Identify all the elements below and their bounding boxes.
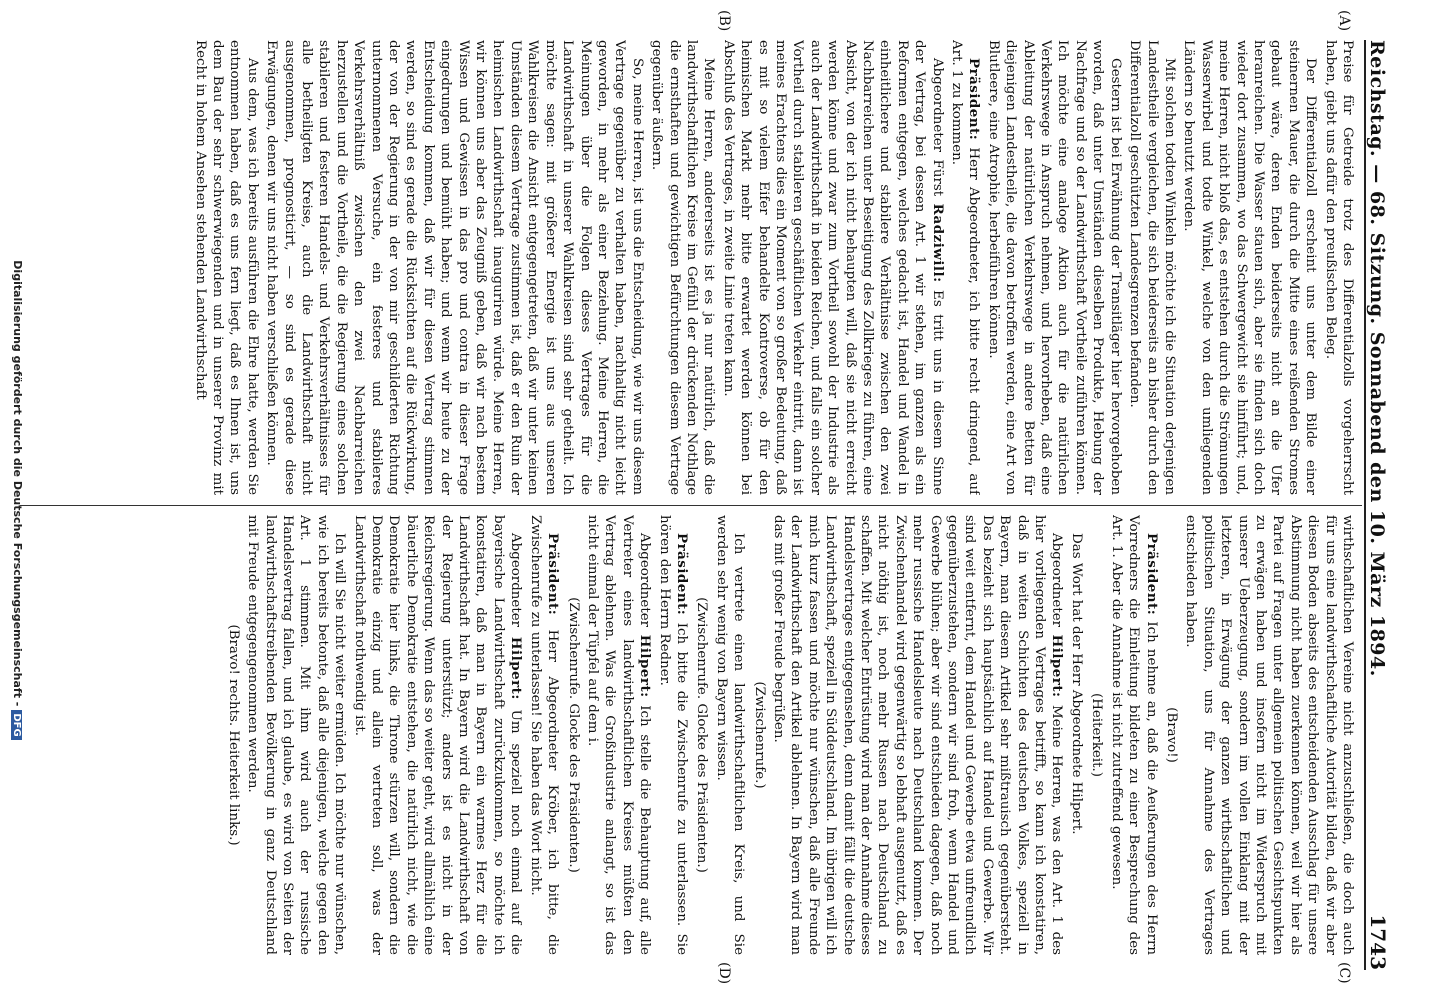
speaker-name: Präsident:: [545, 533, 562, 616]
speech-text: Herr Abgeordneter, ich bitte recht dringend, auf Art. 1 zu kommen.: [949, 40, 982, 495]
paragraph: Preise für Getreide trotz des Differentialzolls vorgeherrscht haben, giebt uns dafür den preußischen Beleg.: [1322, 40, 1355, 495]
speech-paragraph: [584, 515, 654, 955]
left-text-column: [26, 40, 1356, 495]
dfg-logo: DFG: [11, 710, 22, 739]
stage-direction: (Zwischenrufe.): [751, 681, 767, 789]
speech-paragraph: [526, 515, 561, 955]
stage-direction: (Bravo! rechts. Heiterkeit links.): [225, 624, 241, 846]
paragraph: Mit solchen todten Winkeln möchte ich die Situation derjenigen Landestheile vergleichen, die sich beiderseits an bisher durch den Differentialzoll geschützten Landesgrenzen befanden.: [1127, 40, 1177, 495]
paragraph: Meine Herren, andererseits ist es ja nur natürlich, daß die landwirthschaftlichen Kreise im Gefühl der drückenden Nothlage die ernsthaften und gewichtigen Befürchtungen diesem Vertrage gegenüber äußern.: [649, 40, 717, 495]
speech-paragraph: [948, 40, 983, 495]
speaker-name: Präsident:: [673, 533, 690, 616]
paragraph: Das Wort hat der Herr Abgeordnete Hilpert.: [1068, 533, 1084, 835]
speaker-prefix: Abgeordneter: [637, 533, 653, 628]
speech-paragraph: [770, 515, 1066, 955]
speech-text: Ich bitte die Zwischenrufe zu unterlassen. Sie hören den Herrn Redner.: [656, 515, 689, 955]
paragraph: Aus dem, was ich bereits ausführen die Ehre hatte, werden Sie entnommen haben, daß es uns fern liegt, daß es Ihnen ist, uns dem Bau der sehr schwerwiegenden und in unserer Provinz mit Recht in hohem Ansehen stehenden Landwirthschaft: [192, 40, 260, 495]
speaker-prefix: Abgeordneter Fürst: [929, 58, 945, 197]
margin-marker-a: (A): [1336, 10, 1352, 32]
speech-text: Meine Herren, was den Art. 1 des hier vorliegenden Vertrages betrifft, so kann ich konstatiren, daß in weiten Schichten des deutschen Volkes, speziell in Bayern, man diesem Artikel sehr mißtrauisch gegenübersteht. Das bezieht sich hauptsächlich auf Handel und Gewerbe. Wir sind weit entfernt, dem Handel und Gewerbe etwa unfreundlich gegenüberzustehen, sondern wir sind froh, wenn Handel und Gewerbe blühen; aber wir sind entschieden dagegen, daß noch mehr russische Handelsleute nach Deutschland kommen. Der Zwischenhandel wird gegenwärtig so lebhaft ausgenutzt, daß es nicht nöthig ist, noch mehr Russen nach Deutschland zu schaffen. Mit welcher Entrüstung wird man der Annahme dieses Handelsvertrages entgegensehen, denn damit fällt die deutsche Landwirthschaft, speziell in Süddeutschland. Im übrigen will ich mich kurz fassen und möchte nur wünschen, daß alle Freunde der Landwirthschaft den Artikel ablehnen. In Bayern wird man das mit großer Freude begrüßen.: [771, 515, 1065, 955]
stage-direction: (Zwischenrufe. Glocke des Präsidenten.): [565, 597, 581, 873]
speech-paragraph: [1107, 515, 1159, 955]
paragraph: So, meine Herren, ist uns die Entscheidung, wie wir uns diesem Vertrage gegenüber zu verhalten haben, nachhaltig nicht leicht geworden, in mehr als einer Beziehung. Meine Herren, die Meinungen über die Folgen dieses Vertrages für die Landwirthschaft in unserer Wahlkreisen sind sehr getheilt. Ich möchte sagen: mit größerer Energie ist uns aus unseren Wahlkreisen die Ansicht entgegengetreten, daß wir unter keinen Umständen diesem Vertrage zustimmen ist, daß er den Ruin der heimischen Landwirthschaft inauguriren würde. Meine Herren, wir können uns aber das Zeugniß geben, daß wir nach bestem Wissen und Gewissen in das pro und contra in dieser Frage eingedrungen und bemüht haben; und wenn wir heute zu der Entscheidung kommen, daß wir für diesen Vertrag stimmen werden, so sind es gerade die Rücksichten auf die Rückwirkung, der von der Regierung in der von mir geschilderten Richtung unternommenen Versuche, ein festeres und stabileres Verkehrsverhältniß zwischen den zwei Nachbarreichen herzustellen und die Vortheile, die die Regierung eines solchen stabileren und festeren Handels- und Verkehrsverhältnisses für alle betheiligten Kreise, auch die Landwirthschaft nicht ausgenommen, prognosticirt, — so sind es gerade diese Erwägungen, denen wir uns nicht haben verschließen können.: [264, 40, 645, 495]
digitization-credit: [11, 0, 24, 1000]
speech-paragraph: [655, 515, 690, 955]
speaker-name: Radziwill:: [929, 203, 946, 283]
paragraph: Der Differentialzoll erscheint uns unter dem Bilde einer steinernen Mauer, die durch die Mitte eines reißenden Stromes gebaut wäre, deren Enden beiderseits nicht an die Ufer heranreichen. Die Wasser stauen sich, aber sie finden sich doch wieder dort zusammen, wo das Schwergewicht sie hinführt; und, meine Herren, nicht bloß das, es entstehen durch die Strömungen Wasserwirbel und todte Winkel, welche von den umliegenden Ländern so benutzt werden.: [1181, 40, 1319, 495]
page-header-title: Reichstag. — 68. Sitzung. Sonnabend den 10. März 1894.: [1366, 40, 1388, 677]
paragraph: Ich will Sie nicht weiter ermüden. Ich möchte nur wünschen, wie ich bereits betonte, daß alle diejenigen, welche gegen den Art. 1 stimmen. Mit ihm wird auch der russische Handelsvertrag fallen, und ich glaube, es wird von Seiten der landwirthschaftstreibenden Bevölkerung in ganz Deutschland mit Freude entgegengenommen werden.: [245, 515, 348, 955]
speech-text: Um speziell noch einmal auf die bayerische Landwirthschaft zurückzukommen, so möchte ich konstatiren, daß man in Bayern ein warmes Herz für die Landwirthschaft hat. In Bayern wird die Landwirthschaft von der Regierung unterstützt; anders ist es nicht in der Reichsregierung. Wenn das so weiter geht, wird allmählich eine bäuerliche Demokratie entstehen, die natürlich nicht, wie die Demokratie hier links, die Throne stürzen will, sondern die Demokratie einzig und allein vertreten soll, was der Landwirthschaft nothwendig ist.: [351, 515, 524, 955]
stage-direction: (Bravo!): [1163, 707, 1179, 763]
speaker-prefix: Abgeordneter: [508, 533, 524, 628]
margin-marker-c: (C): [1336, 962, 1352, 984]
speaker-name: Präsident:: [966, 58, 983, 141]
credit-text: Digitalisierung gefördert durch die Deutsche Forschungsgemeinschaft -: [11, 260, 24, 707]
speech-paragraph: [350, 515, 524, 955]
margin-marker-d: (D): [716, 962, 732, 985]
speaker-name: Hilpert:: [637, 634, 654, 698]
right-text-column: [26, 515, 1356, 955]
paragraph: wirthschaftlichen Vereine nicht anzuschließen, die doch auch für uns eine landwirthschaftliche Autorität bilden, daß wir aber diesen Boden abseits des entscheidenden Ausschlag für unsere Abstimmung nicht haben zuerkennen können, weil wir hier als Partei auf Fragen unter allgemein politischen Gesichtspunkten zu erwägen haben und insofern nicht im Widerspruch mit unserer Ueberzeugung, sondern im vollen Einklang mit der letzteren, in Erwägung der ganzen wirthschaftlichen und politischen Situation, uns für Annahme des Vertrages entschieden haben.: [1183, 515, 1355, 955]
margin-marker-b: (B): [716, 10, 732, 32]
speech-text: Herr Abgeordneter Kröber, ich bitte, die Zwischenrufe zu unterlassen! Sie haben das Wort nicht.: [527, 515, 561, 955]
speech-text: Ich nehme an, daß die Aeußerungen des Herrn Vorredners die Einleitung bildeten zu einer Besprechung des Art. 1. Aber die Annahme ist nicht zutreffend gewesen.: [1108, 515, 1159, 955]
column-divider: [20, 505, 1362, 506]
page-number: 1743: [1366, 914, 1390, 970]
stage-direction: (Heiterkeit.): [1089, 693, 1105, 777]
speech-paragraph: [719, 40, 945, 495]
paragraph: Ich vertrete einen landwirthschaftlichen Kreis, und Sie werden sehr wenig von Bayern wissen.: [713, 515, 747, 955]
speech-text: Es tritt uns in diesem Sinne der Vertrag, bei dessen Art. 1 wir stehen, im ganzen als ein Reformen entgegen, welches gedacht ist, Handel und Wandel in einheitlichere und stabilere Verhältnisse zwischen den zwei Nachbarreichen unter Beseitigung des Zollkrieges zu führen, eine Absicht, von der ich nicht behaupten will, daß sie nicht erreicht werden könne und zwar zum Vortheil sowohl der Industrie als auch der Landwirthschaft in beiden Reichen, und falls ein solcher Vortheil durch stabileren geschäftlichen Verkehr eintritt, dann ist meines Erachtens dies ein Moment von so großer Bedeutung, daß es mit so vielem Eifer behandelte Kontroverse, ob für den heimischen Markt mehr bitte erwartet werden können bei Abschluß des Vertrages, in zweite Linie treten kann.: [720, 40, 945, 495]
speaker-name: Präsident:: [1143, 533, 1160, 616]
paragraph: Gestern ist bei Erwähnung der Transitläger hier hervorgehoben worden, daß unter Umständen dieselben Produkte, Hebung der Nachfrage und so der Landwirthschaft Vortheile zuführen können. Ich möchte eine analoge Aktion auch für die natürlichen Verkehrswege in Anspruch nehmen, und hervorheben, daß eine Ableitung der natürlichen Verkehrswege in andere Betten für diejenigen Landestheile, die davon betroffen werden, eine Art von Blutleere, eine Atrophie, herbeiführen können.: [985, 40, 1123, 495]
speaker-name: Hilpert:: [1049, 634, 1066, 698]
speech-text: Ich stelle die Behauptung auf, alle Vertreter eines landwirthschaftlichen Kreises müßten den Vertrag ablehnen. Was die Großindustrie anlangt, so ist das nicht einmal der Tüpfel auf dem i.: [584, 515, 653, 955]
page-header: [1364, 40, 1400, 970]
speaker-prefix: Abgeordneter: [1049, 533, 1065, 628]
stage-direction: (Zwischenrufe. Glocke des Präsidenten.): [694, 597, 710, 873]
speaker-name: Hilpert:: [508, 636, 525, 700]
